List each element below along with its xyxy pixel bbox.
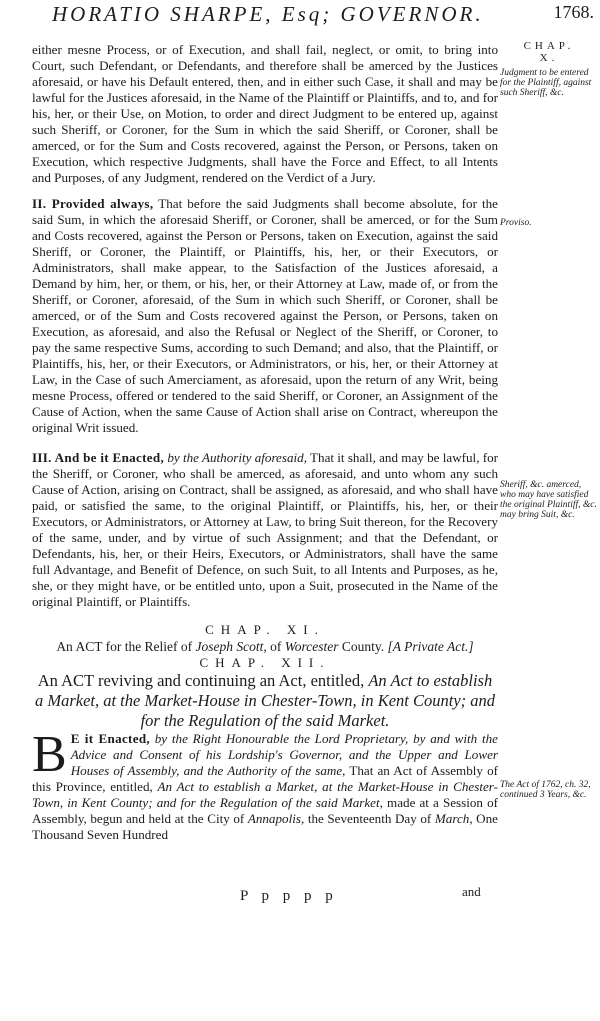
act11-name: Joseph Scott (195, 639, 264, 654)
chapter-heading-xi: CHAP. XI. (205, 622, 325, 637)
enacted-lead: III. And be it Enacted, (32, 450, 165, 465)
act11-county: Worcester (284, 639, 339, 654)
market-text-a: That an Act of Assembly of this Province, entitled, (32, 763, 498, 794)
running-header (0, 0, 600, 34)
proviso-lead: II. Provided always, (32, 196, 154, 211)
margin-chapter-x (500, 40, 598, 64)
margin-note-judgment (500, 68, 598, 98)
market-city: Annapolis (247, 811, 301, 826)
note-judgment-text: Judgment to be entered for the Plaintiff, against such Sheriff, &c. (500, 68, 592, 98)
note-act-1762-text: The Act of 1762, ch. 32, continued 3 Years, &c. (500, 780, 591, 800)
market-act-title: An Act to establish a Market, at the Market-House in Chester-Town, in Kent County; and for the Regulation of the said Market, (32, 779, 498, 810)
signature-mark: P p p p p (240, 888, 338, 904)
paragraph-proviso (32, 196, 498, 436)
market-text-b: made at a Session of Assembly, begun and held at the City of (32, 795, 498, 826)
market-text-d: , One Thousand Seven Hundred (32, 811, 498, 842)
enacted-text: That it shall, and may be lawful, for the Sheriff, or Coroner, who shall be amerced, as aforesaid, and unto whom any such Cause of Action, arising on Contract, shall be assigned, as aforesaid, and who shall have paid, or satisfied the same, to the original Plaintiff, or Plaintiffs, his, her, or their Executors, or Administrators, or Attorney at Law, to bring Suit thereon, for the Recovery of the same, under, and by virtue of such Assignment; and that the Defendant, or Defendants, his, her, or their Heirs, Executors, or Administrators, shall have the same full Advantage, and Benefit of Defence, on such Suit, to all Intents and Purposes, as he, she, or they might have, or be entitled unto, upon a Suit, prosecuted in the Name of the original Plaintiff, or Plaintiffs. (32, 450, 499, 609)
margin-note-proviso (500, 218, 598, 228)
catchword: and (462, 884, 481, 899)
margin-note-act-1762 (500, 780, 598, 800)
main-text (32, 42, 498, 843)
act11-text-c: County. (338, 639, 388, 654)
act-title-xii (32, 671, 498, 731)
act12-text-a: An ACT reviving and continuing an Act, entitled, (37, 671, 369, 690)
act11-text-b: , of (263, 639, 285, 654)
act11-text-a: An ACT for the Relief of (56, 639, 196, 654)
note-sheriff-text: Sheriff, &c. amerced, who may have satisfied the original Plaintiff, &c. may bring Suit, &c. (500, 480, 597, 520)
page-year: 1768. (553, 2, 594, 22)
enacted-authority: by the Authority aforesaid, (164, 450, 307, 465)
act-title-xi (32, 638, 498, 655)
proviso-text: That before the said Judgments shall become absolute, for the said Sum, in which the aforesaid Sheriff, or Coroner, shall be amerced, or for the Sum and Costs recovered, against the Person or Persons, taken on Execution, against the said Sheriff, or Coroner, the Plaintiff, or Plaintiffs, his, her, or their Executors, or Administrators, shall make appear, to the Satisfaction of the Justices aforesaid, a Demand by him, her, or them, or his, her, or their Attorney at Law, made of, or from the Sheriff, or Coroner, aforesaid, of the Sum in which such Sheriff, or Coroner, shall be amerced, or of the Sum and Costs recovered against the Person, or Persons, taken on Execution, as aforesaid, and also the Refusal or Neglect of the Sheriff, or Coroner, to pay the same respective Sums, according to such Demand; and also, that the Plaintiff, or Plaintiffs, his, her, or their Executors, or Administrators, or his, her, or their Attorney at Law, in the Case of such Amerciament, as aforesaid, upon the return of any Writ, being mesne Process, offered or tendered to the said Sheriff, or Coroner, an Assignment of the Cause of Action, when the same Cause of Action shall arise on Contract, whereupon the original Writ issued. (32, 196, 498, 435)
margin-chap-label: CHAP. (523, 40, 575, 52)
running-title: HORATIO SHARPE, Esq; GOVERNOR. (52, 2, 484, 26)
private-act-label: [A Private Act.] (387, 639, 474, 654)
market-text-c: , the Seventeenth Day of (300, 811, 435, 826)
market-enacted-authority: by the Right Honourable the Lord Proprietary, by and with the Advice and Consent of his Lordship's Governor, and the Upper and Lower Houses of Assembly, and the Authority of the same, (70, 731, 498, 778)
margin-chap-number: X. (539, 52, 559, 64)
market-month: March (434, 811, 470, 826)
drop-cap: B (32, 726, 67, 783)
act12-title: An Act to establish a Market, at the Market-House in Chester-Town, in Kent County; and for the Regulation of the said Market. (34, 671, 496, 730)
paragraph-enacted-market (32, 726, 498, 843)
chapter-heading-xii: CHAP. XII. (199, 655, 331, 670)
note-proviso-text: Proviso. (500, 218, 532, 228)
paragraph-continued: either mesne Process, or of Execution, and shall fail, neglect, or omit, to bring into Court, such Defendant, or Defendants, and therefore shall be amerced by the Justices aforesaid, or have his Default entered, then, and in either such Case, it shall and may be lawful for the Justices aforesaid, in the Name of the Plaintiff or Plaintiffs, and to, and for his, her, or their Use, on Motion, to order and direct Judgment to be entered up, against such Sheriff, or Coroner, for the Sum in which the said Sheriff, or Coroner, shall be amerced, or for the Sum and Costs recovered, against the Person, or Persons, taken on Execution, which respective Judgments, shall have the Force and Effect, to all Intents and Purposes, of any Judgment, rendered on the Verdict of a Jury. (32, 42, 498, 185)
paragraph-enacted-iii (32, 450, 498, 610)
market-enacted-lead: E it Enacted, (70, 731, 150, 746)
margin-note-sheriff (500, 480, 598, 520)
